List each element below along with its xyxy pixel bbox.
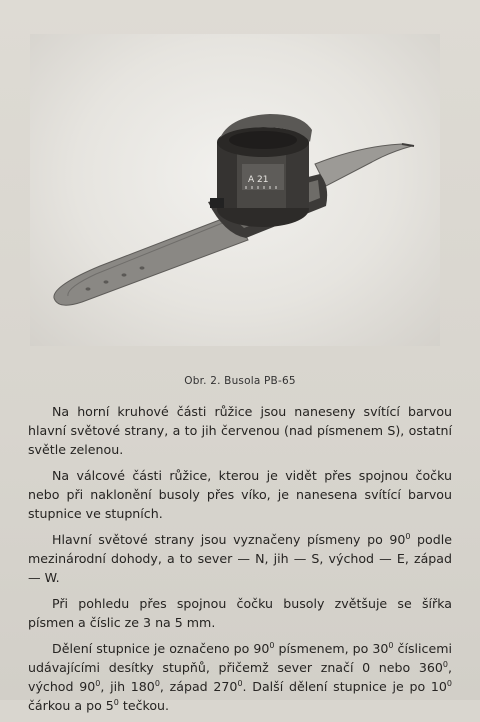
paragraph: Při pohledu přes spojnou čočku busoly zvětšuje se šířka písmen a číslic ze 3 na 5 mm. [28,596,452,630]
figure-caption: Obr. 2. Busola PB-65 [184,375,296,387]
left-strap [54,214,248,305]
compass-illustration [30,34,440,346]
paragraph: Na horní kruhové části růžice jsou naneseny svítící barvou hlavní světové strany, a to jih červenou (nad písmenem S), ostatní světle zelenou. [28,404,452,457]
strap-clasp [210,198,224,208]
scale-marking: A 21 [248,175,269,185]
compass-photo [30,34,440,346]
paragraph: Hlavní světové strany jsou vyznačeny písmeny po $90^0$ podle mezinárodní dohody, a to sever — N, jih — S, východ — E, západ — W. [28,531,452,585]
right-strap [315,144,412,186]
paragraph: Dělení stupnice je označeno po $90^0$ písmenem, po $30^0$ číslicemi udávajícími desítky stupňů, přičemž sever značí 0 nebo $360^0$, východ $90^0$, jih $180^0$, západ $270^0$. Další dělení stupnice je po $10^0$ čárkou a po $5^0$ tečkou. [28,640,452,713]
body-text [28,402,452,722]
lens-opening [229,131,297,149]
paragraph: Na válcové části růžice, kterou je vidět přes spojnou čočku nebo při naklonění busoly přes víko, je nanesena svítící barvou stupnice ve stupních. [28,468,452,521]
